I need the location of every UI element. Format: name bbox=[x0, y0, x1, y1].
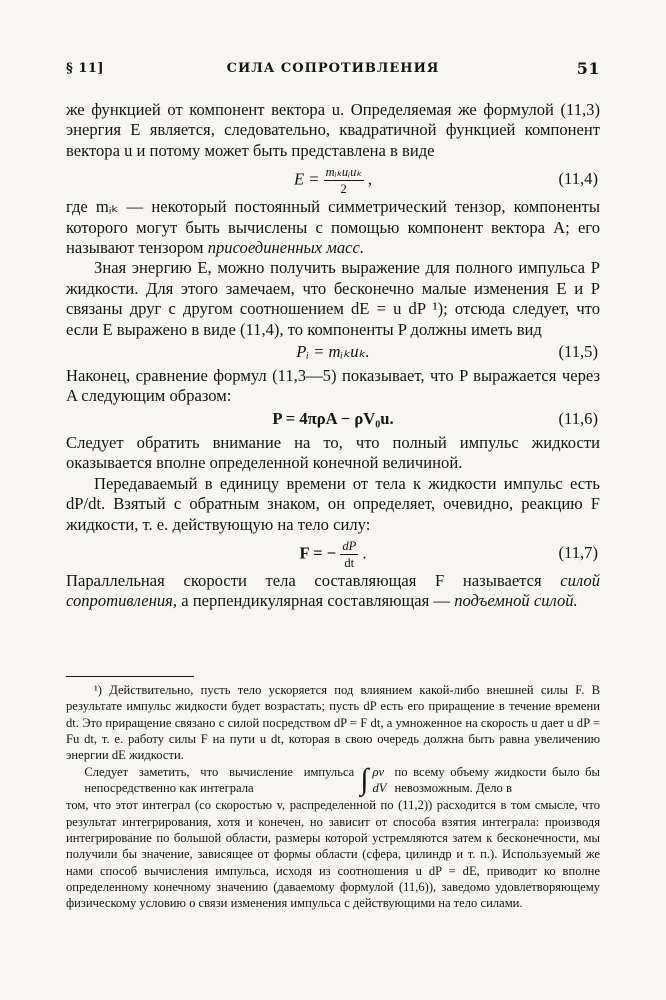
term-lift-force: подъемной силой. bbox=[454, 591, 578, 611]
footnote-text: Следует заметить, что вычисление импульса непосредственно как интеграла bbox=[84, 765, 355, 796]
term-drag-force: силой сопротивления, bbox=[66, 570, 600, 611]
footnote-text-tail: по всему объему жидкости было бы невозможным. Дело в bbox=[394, 765, 600, 796]
paragraph-2 bbox=[66, 197, 600, 258]
footnote-integral-line bbox=[66, 763, 600, 797]
eq1-fraction bbox=[324, 165, 364, 196]
paragraph-5: Следует обратить внимание на то, что полный импульс жидкости оказывается вполне определенной конечной величиной. bbox=[66, 432, 600, 473]
equation-11-4 bbox=[66, 161, 600, 197]
eq4-tail: . bbox=[362, 543, 367, 563]
p7-mid: а перпендикулярная составляющая — bbox=[181, 591, 451, 611]
equation-11-7 bbox=[66, 535, 600, 571]
footnote-paragraph-3: том, что этот интеграл (со скоростью v, распределенной по (11,2)) расходится в том смысле, что результат интегрирования, хотя и конечен, но зависит от способа взятия интеграла: производя интегрирование по большой области, размеры которой устремляются затем к бесконечности, мы получили бы значение, зависящее от формы области (сфера, цилиндр и т. п.). Используемый же нами способ вычисления импульса, исходя из соотношения u dP = dE, приводит ко вполне определенному конечному значению (даваемому формулой (11,6)), заведомо удовлетворяющему физическому условию о связи изменения импульса с действующими на тело силами. bbox=[66, 798, 600, 911]
equation-number: (11,5) bbox=[558, 342, 598, 362]
p7-text: Параллельная скорости тела составляющая F называется bbox=[66, 570, 542, 590]
section-number: § 11] bbox=[66, 61, 105, 76]
p2-italic: присоединенных масс. bbox=[207, 238, 365, 258]
page-number: 51 bbox=[576, 59, 600, 78]
eq4-denominator: dt bbox=[344, 555, 355, 570]
paragraph-4: Наконец, сравнение формул (11,3—5) показывает, что P выражается через A следующим образом: bbox=[66, 366, 600, 406]
equation-11-5 bbox=[66, 340, 600, 366]
paragraph-6: Передаваемый в единицу времени от тела к жидкости импульс есть dP/dt. Взятый с обратным знаком, он определяет, очевидно, реакцию F жидкости, т. е. действующую на тело силу: bbox=[66, 473, 600, 534]
integrand: ρv dV bbox=[372, 765, 387, 796]
chapter-title: СИЛА СОПРОТИВЛЕНИЯ bbox=[226, 61, 440, 76]
equation-number: (11,4) bbox=[558, 169, 598, 189]
equation-11-6 bbox=[66, 407, 600, 433]
paragraph-3: Зная энергию E, можно получить выражение для полного импульса P жидкости. Для этого замечаем, что бесконечно малые изменения E и P связаны друг с другом соотношением dE = u dP ¹); отсюда следует, что если E выражено в виде (11,4), то компоненты P должны иметь вид bbox=[66, 258, 600, 339]
eq1-lhs: E = bbox=[293, 169, 320, 189]
eq4-lhs: F = − bbox=[299, 543, 337, 563]
equation-number: (11,6) bbox=[558, 408, 598, 428]
p2-text: где mᵢₖ — некоторый постоянный симметрический тензор, компоненты которого могут быть вычислены с помощью компонент вектора A; его называют тензором bbox=[66, 197, 600, 258]
eq4-numerator: dP bbox=[342, 538, 357, 553]
integral-sign-icon: ∫ bbox=[360, 763, 369, 797]
footnote-paragraph-1: ¹) Действительно, пусть тело ускоряется под влиянием какой-либо внешней силы F. В результате импульс жидкости будет возрастать; пусть dP есть его приращение в течение времени dt. Это приращение связано с силой посредством dP = F dt, а умноженное на скорость u дает u dP = Fu dt, т. е. работу силы F на пути u dt, которая в свою очередь должна быть равна увеличению энергии dE жидкости. bbox=[66, 683, 600, 763]
eq3-formula: P = 4πρA − ρV₀u. bbox=[272, 408, 394, 428]
main-text bbox=[66, 100, 600, 612]
eq1-denominator: 2 bbox=[340, 182, 347, 197]
paragraph-1: же функцией от компонент вектора u. Определяемая же формулой (11,3) энергия E является, следовательно, квадратичной функцией компонент вектора u и потому может быть представлена в виде bbox=[66, 100, 600, 160]
footnote bbox=[66, 682, 600, 912]
footnote-separator bbox=[66, 676, 194, 677]
equation-number: (11,7) bbox=[558, 542, 598, 562]
eq1-tail: , bbox=[367, 169, 373, 189]
eq1-numerator: mᵢₖuᵢuₖ bbox=[325, 165, 362, 180]
eq4-fraction bbox=[340, 539, 358, 570]
eq2-formula: Pᵢ = mᵢₖuₖ. bbox=[296, 342, 370, 362]
running-header bbox=[66, 59, 600, 81]
paragraph-7 bbox=[66, 571, 600, 612]
